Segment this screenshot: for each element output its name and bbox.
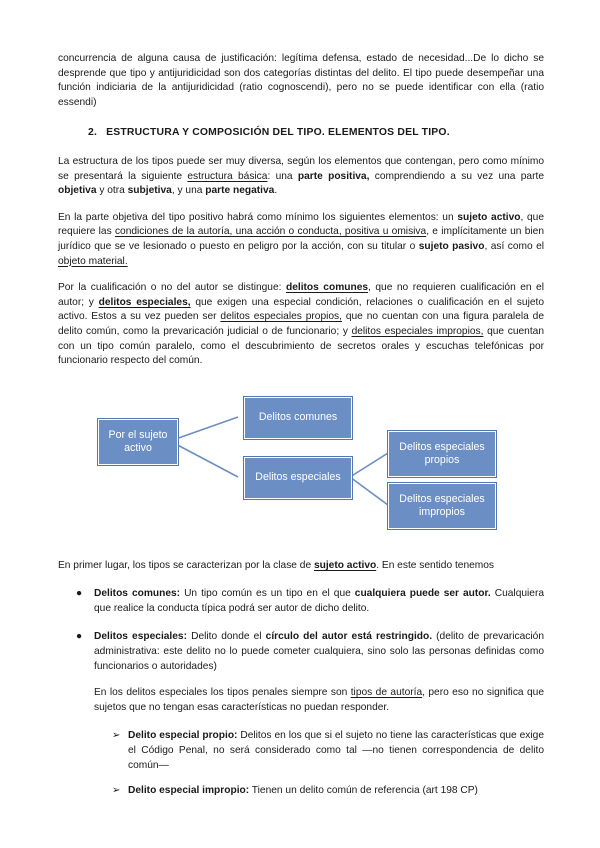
diagram-node-comunes: Delitos comunes	[244, 397, 352, 439]
arrow-marker: ➢	[112, 785, 121, 797]
term-estructura-basica: estructura básica	[187, 170, 268, 182]
section-number: 2.	[88, 127, 98, 139]
bullet-marker: ●	[76, 588, 83, 600]
bullet-marker: ●	[76, 631, 83, 643]
diagram-node-impropios: Delitos especiales impropios	[388, 483, 496, 529]
section-title: ESTRUCTURA Y COMPOSICIÓN DEL TIPO. ELEMENTOS DEL TIPO.	[106, 127, 450, 139]
paragraph-sujeto-activo: En primer lugar, los tipos se caracterizan por la clase de sujeto activo. En este sentido tenemos	[58, 559, 495, 571]
list-item-delitos-comunes: ● Delitos comunes: Un tipo común es un tipo en el que cualquiera puede ser autor. Cualquiera que realice la conducta típica podrá ser autor de dicho delito.	[76, 588, 545, 614]
paragraph-objective-part: En la parte objetiva del tipo positivo habrá como mínimo los siguientes elementos: un sujeto activo, que requiere las condiciones de la autoría, una acción o conducta, positiva u omisiva, e implícitamente un bien jurídico que se ve lesionado o puesto en peligro por la acción, con su titular o sujeto pasivo, así como el objeto material.	[58, 211, 545, 267]
classification-diagram	[58, 381, 544, 559]
arrow-list	[58, 729, 544, 798]
especiales-note: En los delitos especiales los tipos penales siempre son tipos de autoría, pero eso no significa que sujetos que no tengan esas características no puedan responder.	[94, 687, 544, 713]
list-item-especial-impropio: ➢ Delito especial impropio: Tienen un delito común de referencia (art 198 CP)	[58, 784, 544, 799]
connector-root-comunes	[170, 417, 238, 441]
list-item-especial-propio: ➢ Delito especial propio: Delitos en los que si el sujeto no tiene las características que exige el Código Penal, no será considerado como tal —no tienen correspondencia de delito común—	[112, 730, 544, 771]
arrow-marker: ➢	[112, 730, 121, 742]
document-page	[58, 52, 544, 810]
diagram-node-root: Por el sujeto activo	[98, 419, 178, 465]
paragraph-structure: La estructura de los tipos puede ser muy diversa, según los elementos que contengan, pero como mínimo se presentará la siguiente estructura básica: una parte positiva, comprendiendo a su vez una parte objetiva y otra subjetiva, y una parte negativa.	[58, 155, 544, 197]
intro-paragraph: concurrencia de alguna causa de justificación: legítima defensa, estado de necesidad...De lo dicho se desprende que tipo y antijuridicidad son dos categorías distintas del delito. El tipo puede desempeñar una función indiciaria de la antijuridicidad (ratio cognoscendi), pero no se puede identificar con ella (ratio essendi)	[58, 53, 544, 108]
diagram-node-propios: Delitos especiales propios	[388, 431, 496, 477]
bullet-list	[58, 587, 544, 715]
diagram-node-especiales: Delitos especiales	[244, 457, 352, 499]
section-heading	[88, 126, 544, 141]
connector-especiales-impropios	[350, 477, 388, 505]
paragraph-qualification: Por la cualificación o no del autor se distingue: delitos comunes, que no requieren cualificación en el autor; y delitos especiales, que exigen una especial condición, relaciones o cualificación en el sujeto activo. Estos a su vez pueden ser delitos especiales propios, que no cuentan con una figura paralela de delito común, como la prevaricación judicial o de funcionario; y delitos especiales impropios, que cuentan con un tipo común paralelo, como el descubrimiento de secretos orales y escuchas telefónicas por funcionario respecto del común.	[58, 282, 544, 367]
list-item-delitos-especiales: ● Delitos especiales: Delito donde el círculo del autor está restringido. (delito de prevaricación administrativa: este delito no lo puede cometer cualquiera, sino solo las personas definidas como funcionarios o autoridades) En los delitos especiales los tipos penales siempre son tipos de autoría, pero eso no significa que sujetos que no tengan esas características no puedan responder.	[58, 630, 544, 715]
connector-root-especiales	[170, 441, 238, 477]
connector-especiales-propios	[350, 453, 388, 477]
